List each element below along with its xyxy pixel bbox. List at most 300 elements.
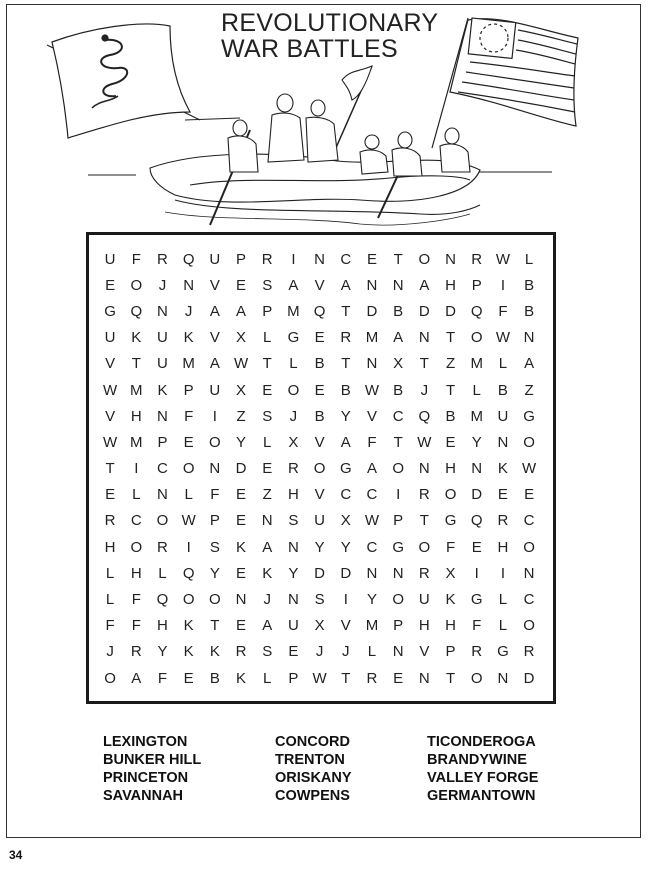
grid-letter[interactable]: V bbox=[314, 486, 325, 504]
grid-letter[interactable]: G bbox=[104, 302, 116, 320]
grid-letter[interactable]: H bbox=[104, 538, 116, 556]
grid-letter[interactable]: X bbox=[288, 433, 299, 451]
grid-letter[interactable]: C bbox=[523, 591, 535, 609]
grid-letter[interactable]: R bbox=[418, 486, 430, 504]
word-list-column-2 bbox=[275, 733, 352, 805]
grid-letter[interactable]: Q bbox=[130, 302, 143, 320]
grid-letter[interactable]: G bbox=[444, 512, 457, 530]
grid-letter[interactable]: R bbox=[235, 643, 247, 661]
grid-letter[interactable]: O bbox=[287, 381, 300, 399]
grid-letter[interactable]: V bbox=[340, 617, 351, 635]
grid-letter[interactable]: B bbox=[524, 302, 535, 320]
grid-letter[interactable]: Q bbox=[182, 250, 195, 268]
grid-letter[interactable]: L bbox=[472, 381, 481, 399]
grid-letter[interactable]: O bbox=[392, 591, 404, 609]
grid-letter[interactable]: B bbox=[209, 669, 220, 687]
grid-letter[interactable]: V bbox=[314, 276, 325, 294]
grid-letter[interactable]: A bbox=[209, 355, 220, 373]
grid-letter[interactable]: C bbox=[523, 512, 535, 530]
grid-letter[interactable]: O bbox=[130, 538, 143, 556]
grid-letter[interactable]: E bbox=[105, 486, 116, 504]
grid-letter[interactable]: Y bbox=[236, 433, 247, 451]
grid-letter[interactable]: O bbox=[392, 460, 404, 478]
grid-letter[interactable]: W bbox=[181, 512, 196, 530]
grid-letter[interactable]: T bbox=[393, 433, 403, 451]
grid-letter[interactable]: L bbox=[498, 591, 508, 609]
grid-letter[interactable]: W bbox=[233, 355, 249, 373]
grid-letter[interactable]: F bbox=[367, 433, 377, 451]
grid-letter[interactable]: I bbox=[212, 407, 217, 425]
grid-letter[interactable]: L bbox=[498, 617, 508, 635]
grid-letter[interactable]: H bbox=[157, 617, 168, 635]
grid-letter[interactable]: H bbox=[130, 407, 142, 425]
grid-letter[interactable]: O bbox=[444, 486, 457, 504]
grid-letter[interactable]: N bbox=[392, 564, 404, 582]
grid-letter[interactable]: M bbox=[287, 302, 300, 320]
grid-letter[interactable]: R bbox=[471, 643, 483, 661]
grid-letter[interactable]: P bbox=[183, 381, 194, 399]
grid-letter[interactable]: C bbox=[366, 486, 378, 504]
grid-letter[interactable]: N bbox=[157, 302, 168, 320]
grid-letter[interactable]: T bbox=[419, 355, 429, 373]
grid-letter[interactable]: Y bbox=[366, 591, 377, 609]
grid-letter[interactable]: V bbox=[105, 355, 116, 373]
grid-letter[interactable]: L bbox=[158, 564, 167, 582]
grid-letter[interactable]: X bbox=[340, 512, 351, 530]
grid-letter[interactable]: Z bbox=[445, 355, 456, 373]
grid-letter[interactable]: N bbox=[418, 460, 430, 478]
grid-letter[interactable]: Y bbox=[314, 538, 325, 556]
grid-letter[interactable]: A bbox=[236, 302, 247, 320]
grid-letter[interactable]: W bbox=[364, 512, 380, 530]
grid-letter[interactable]: D bbox=[366, 302, 378, 320]
grid-letter[interactable]: G bbox=[392, 538, 404, 556]
grid-letter[interactable]: J bbox=[420, 381, 429, 399]
grid-letter[interactable]: C bbox=[157, 460, 168, 478]
grid-letter[interactable]: A bbox=[393, 329, 404, 347]
grid-letter[interactable]: E bbox=[105, 276, 116, 294]
grid-row bbox=[97, 560, 543, 586]
grid-letter[interactable]: K bbox=[236, 538, 247, 556]
grid-letter[interactable]: S bbox=[262, 643, 273, 661]
grid-letter[interactable]: C bbox=[340, 250, 352, 268]
grid-letter[interactable]: E bbox=[366, 250, 377, 268]
grid-letter[interactable]: F bbox=[105, 617, 115, 635]
grid-row bbox=[97, 403, 543, 429]
grid-letter[interactable]: U bbox=[418, 591, 430, 609]
grid-letter[interactable]: O bbox=[523, 538, 535, 556]
grid-letter[interactable]: O bbox=[313, 460, 326, 478]
grid-letter[interactable]: U bbox=[314, 512, 326, 530]
grid-letter[interactable]: F bbox=[498, 302, 508, 320]
grid-letter[interactable]: T bbox=[341, 302, 351, 320]
grid-letter[interactable]: C bbox=[130, 512, 142, 530]
grid-letter[interactable]: V bbox=[105, 407, 116, 425]
grid-letter[interactable]: T bbox=[393, 250, 403, 268]
grid-letter[interactable]: B bbox=[340, 381, 351, 399]
grid-letter[interactable]: Y bbox=[288, 564, 299, 582]
grid-letter[interactable]: P bbox=[445, 643, 456, 661]
grid-letter[interactable]: I bbox=[500, 276, 505, 294]
grid-letter[interactable]: U bbox=[157, 355, 168, 373]
grid-letter[interactable]: R bbox=[261, 250, 273, 268]
grid-letter[interactable]: R bbox=[287, 460, 299, 478]
grid-letter[interactable]: M bbox=[130, 381, 143, 399]
grid-letter[interactable]: A bbox=[131, 669, 142, 687]
grid-letter[interactable]: N bbox=[418, 329, 430, 347]
grid-letter[interactable]: G bbox=[287, 329, 300, 347]
grid-letter[interactable]: W bbox=[364, 381, 380, 399]
grid-letter[interactable]: A bbox=[288, 276, 299, 294]
grid-letter[interactable]: G bbox=[470, 591, 483, 609]
grid-letter[interactable]: E bbox=[236, 486, 247, 504]
grid-letter[interactable]: K bbox=[131, 329, 142, 347]
grid-letter[interactable]: G bbox=[497, 643, 509, 661]
grid-letter[interactable]: M bbox=[470, 407, 483, 425]
grid-letter[interactable]: B bbox=[445, 407, 456, 425]
grid-letter[interactable]: X bbox=[236, 381, 247, 399]
grid-letter[interactable]: R bbox=[104, 512, 116, 530]
grid-letter[interactable]: L bbox=[132, 486, 141, 504]
grid-letter[interactable]: K bbox=[183, 617, 194, 635]
word-lexington: LEXINGTON bbox=[103, 734, 188, 750]
grid-letter[interactable]: P bbox=[262, 302, 273, 320]
grid-letter[interactable]: K bbox=[183, 329, 194, 347]
grid-letter[interactable]: W bbox=[522, 460, 537, 478]
grid-letter[interactable]: E bbox=[288, 643, 299, 661]
grid-letter[interactable]: R bbox=[471, 250, 483, 268]
grid-letter[interactable]: K bbox=[497, 460, 508, 478]
grid-letter[interactable]: I bbox=[500, 564, 505, 582]
grid-letter[interactable]: P bbox=[209, 512, 220, 530]
grid-letter[interactable]: F bbox=[472, 617, 482, 635]
grid-letter[interactable]: F bbox=[210, 486, 220, 504]
grid-letter[interactable]: L bbox=[263, 669, 272, 687]
grid-letter[interactable]: A bbox=[340, 433, 351, 451]
grid-letter[interactable]: R bbox=[418, 564, 430, 582]
grid-letter[interactable]: C bbox=[340, 486, 352, 504]
grid-letter[interactable]: H bbox=[445, 617, 456, 635]
grid-letter[interactable]: W bbox=[417, 433, 432, 451]
grid-letter[interactable]: N bbox=[314, 250, 326, 268]
grid-letter[interactable]: O bbox=[418, 250, 431, 268]
grid-letter[interactable]: W bbox=[495, 329, 510, 347]
grid-letter[interactable]: P bbox=[471, 276, 482, 294]
grid-letter[interactable]: O bbox=[470, 669, 483, 687]
grid-letter[interactable]: K bbox=[236, 669, 247, 687]
grid-letter[interactable]: G bbox=[339, 460, 352, 478]
grid-row bbox=[97, 508, 543, 534]
grid-letter[interactable]: O bbox=[418, 538, 431, 556]
grid-letter[interactable]: U bbox=[497, 407, 509, 425]
grid-letter[interactable]: L bbox=[184, 486, 193, 504]
grid-letter[interactable]: O bbox=[209, 591, 221, 609]
grid-letter[interactable]: L bbox=[263, 433, 272, 451]
grid-letter[interactable]: V bbox=[209, 329, 220, 347]
grid-letter[interactable]: R bbox=[366, 669, 378, 687]
grid-letter[interactable]: N bbox=[366, 564, 378, 582]
grid-letter[interactable]: T bbox=[105, 460, 115, 478]
grid-letter[interactable]: S bbox=[262, 407, 273, 425]
grid-row bbox=[97, 586, 543, 612]
grid-letter[interactable]: N bbox=[418, 669, 430, 687]
grid-letter[interactable]: H bbox=[445, 460, 456, 478]
grid-letter[interactable]: N bbox=[445, 250, 456, 268]
grid-letter[interactable]: N bbox=[235, 591, 247, 609]
grid-letter[interactable]: W bbox=[103, 381, 118, 399]
grid-letter[interactable]: X bbox=[236, 329, 247, 347]
grid-letter[interactable]: N bbox=[366, 355, 378, 373]
grid-letter[interactable]: J bbox=[184, 302, 193, 320]
grid-letter[interactable]: A bbox=[419, 276, 430, 294]
grid-letter[interactable]: H bbox=[418, 617, 430, 635]
grid-letter[interactable]: W bbox=[103, 433, 118, 451]
grid-letter[interactable]: S bbox=[288, 512, 299, 530]
grid-letter[interactable]: P bbox=[288, 669, 299, 687]
grid-letter[interactable]: X bbox=[445, 564, 456, 582]
grid-letter[interactable]: L bbox=[367, 643, 377, 661]
grid-letter[interactable]: U bbox=[157, 329, 168, 347]
grid-letter[interactable]: O bbox=[130, 276, 143, 294]
word-bunker-hill: BUNKER HILL bbox=[103, 752, 202, 768]
grid-letter[interactable]: E bbox=[471, 538, 482, 556]
grid-letter[interactable]: R bbox=[523, 643, 535, 661]
grid-letter[interactable]: O bbox=[523, 433, 535, 451]
grid-letter[interactable]: S bbox=[262, 276, 273, 294]
grid-letter[interactable]: R bbox=[157, 538, 168, 556]
grid-letter[interactable]: B bbox=[393, 302, 404, 320]
grid-letter[interactable]: Z bbox=[262, 486, 272, 504]
grid-letter[interactable]: Q bbox=[313, 302, 326, 320]
grid-letter[interactable]: N bbox=[183, 276, 195, 294]
grid-letter[interactable]: A bbox=[340, 276, 351, 294]
grid-letter[interactable]: P bbox=[393, 617, 404, 635]
grid-letter[interactable]: H bbox=[497, 538, 509, 556]
grid-letter[interactable]: E bbox=[497, 486, 508, 504]
grid-letter[interactable]: N bbox=[497, 433, 509, 451]
grid-letter[interactable]: B bbox=[314, 407, 325, 425]
grid-letter[interactable]: R bbox=[497, 512, 509, 530]
grid-letter[interactable]: M bbox=[470, 355, 483, 373]
grid-letter[interactable]: O bbox=[182, 591, 195, 609]
grid-letter[interactable]: D bbox=[445, 302, 456, 320]
grid-letter[interactable]: K bbox=[157, 381, 168, 399]
grid-letter[interactable]: I bbox=[396, 486, 401, 504]
grid-letter[interactable]: M bbox=[182, 355, 195, 373]
grid-letter[interactable]: Q bbox=[470, 512, 483, 530]
grid-letter[interactable]: T bbox=[210, 617, 220, 635]
grid-letter[interactable]: Z bbox=[524, 381, 534, 399]
grid-letter[interactable]: E bbox=[393, 669, 404, 687]
grid-letter[interactable]: Y bbox=[157, 643, 168, 661]
grid-letter[interactable]: K bbox=[209, 643, 220, 661]
grid-letter[interactable]: Y bbox=[471, 433, 482, 451]
grid-letter[interactable]: L bbox=[263, 329, 272, 347]
grid-letter[interactable]: F bbox=[157, 669, 168, 687]
grid-letter[interactable]: O bbox=[523, 617, 535, 635]
grid-letter[interactable]: T bbox=[131, 355, 141, 373]
grid-letter[interactable]: T bbox=[341, 669, 351, 687]
grid-letter[interactable]: S bbox=[209, 538, 220, 556]
grid-letter[interactable]: A bbox=[366, 460, 377, 478]
grid-letter[interactable]: E bbox=[183, 433, 194, 451]
grid-letter[interactable]: E bbox=[236, 276, 247, 294]
grid-letter[interactable]: T bbox=[445, 381, 456, 399]
grid-letter[interactable]: U bbox=[287, 617, 299, 635]
grid-letter[interactable]: C bbox=[392, 407, 404, 425]
grid-letter[interactable]: U bbox=[104, 250, 116, 268]
grid-letter[interactable]: O bbox=[182, 460, 195, 478]
grid-letter[interactable]: F bbox=[445, 538, 456, 556]
grid-letter[interactable]: Y bbox=[340, 538, 351, 556]
grid-letter[interactable]: I bbox=[291, 250, 296, 268]
grid-letter[interactable]: E bbox=[314, 329, 325, 347]
grid-letter[interactable]: N bbox=[366, 276, 378, 294]
grid-letter[interactable]: N bbox=[287, 538, 299, 556]
grid-letter[interactable]: J bbox=[106, 643, 114, 661]
grid-letter[interactable]: O bbox=[470, 329, 483, 347]
grid-letter[interactable]: F bbox=[184, 407, 194, 425]
grid-letter[interactable]: A bbox=[262, 617, 273, 635]
grid-letter[interactable]: T bbox=[341, 355, 351, 373]
grid-letter[interactable]: K bbox=[183, 643, 194, 661]
grid-letter[interactable]: V bbox=[366, 407, 377, 425]
grid-letter[interactable]: B bbox=[393, 381, 404, 399]
grid-letter[interactable]: V bbox=[209, 276, 220, 294]
grid-letter[interactable]: E bbox=[314, 381, 325, 399]
grid-letter[interactable]: O bbox=[209, 433, 221, 451]
grid-letter[interactable]: I bbox=[343, 591, 348, 609]
grid-letter[interactable]: E bbox=[236, 512, 247, 530]
grid-letter[interactable]: H bbox=[445, 276, 456, 294]
word-list-column-1 bbox=[103, 733, 201, 805]
grid-letter[interactable]: U bbox=[104, 329, 116, 347]
grid-letter[interactable]: N bbox=[392, 643, 404, 661]
grid-letter[interactable]: T bbox=[262, 355, 272, 373]
grid-letter[interactable]: A bbox=[524, 355, 535, 373]
grid-letter[interactable]: I bbox=[186, 538, 191, 556]
grid-letter[interactable]: D bbox=[340, 564, 352, 582]
grid-letter[interactable]: M bbox=[365, 329, 379, 347]
grid-letter[interactable]: I bbox=[474, 564, 479, 582]
grid-letter[interactable]: R bbox=[157, 250, 168, 268]
grid-letter[interactable]: F bbox=[131, 617, 141, 635]
grid-letter[interactable]: N bbox=[497, 669, 509, 687]
grid-letter[interactable]: L bbox=[289, 355, 298, 373]
grid-letter[interactable]: E bbox=[236, 617, 247, 635]
grid-letter[interactable]: W bbox=[495, 250, 510, 268]
grid-letter[interactable]: V bbox=[419, 643, 430, 661]
grid-letter[interactable]: B bbox=[497, 381, 508, 399]
grid-letter[interactable]: D bbox=[235, 460, 247, 478]
grid-letter[interactable]: R bbox=[340, 329, 352, 347]
grid-letter[interactable]: J bbox=[289, 407, 298, 425]
grid-letter[interactable]: D bbox=[314, 564, 326, 582]
grid-letter[interactable]: L bbox=[105, 564, 115, 582]
grid-letter[interactable]: L bbox=[498, 355, 508, 373]
grid-letter[interactable]: Q bbox=[470, 302, 483, 320]
grid-letter[interactable]: G bbox=[523, 407, 535, 425]
grid-letter[interactable]: K bbox=[262, 564, 273, 582]
grid-letter[interactable]: Y bbox=[340, 407, 351, 425]
grid-letter[interactable]: X bbox=[393, 355, 404, 373]
grid-letter[interactable]: N bbox=[392, 276, 404, 294]
grid-letter[interactable]: T bbox=[445, 329, 456, 347]
grid-letter[interactable]: S bbox=[314, 591, 325, 609]
word-trenton: TRENTON bbox=[275, 752, 345, 768]
grid-letter[interactable]: Q bbox=[418, 407, 431, 425]
grid-letter[interactable]: P bbox=[157, 433, 168, 451]
grid-letter[interactable]: W bbox=[312, 669, 327, 687]
grid-letter[interactable]: R bbox=[130, 643, 142, 661]
grid-letter[interactable]: X bbox=[314, 617, 325, 635]
grid-letter[interactable]: H bbox=[287, 486, 299, 504]
grid-letter[interactable]: E bbox=[262, 460, 273, 478]
grid-letter[interactable]: A bbox=[209, 302, 220, 320]
grid-letter[interactable]: J bbox=[263, 591, 271, 609]
grid-letter[interactable]: J bbox=[342, 643, 350, 661]
grid-letter[interactable]: D bbox=[418, 302, 430, 320]
word-search-grid bbox=[97, 246, 543, 691]
grid-letter[interactable]: F bbox=[131, 250, 141, 268]
grid-letter[interactable]: T bbox=[445, 669, 456, 687]
grid-letter[interactable]: P bbox=[236, 250, 247, 268]
grid-letter[interactable]: V bbox=[314, 433, 325, 451]
grid-letter[interactable]: N bbox=[523, 329, 535, 347]
grid-letter[interactable]: P bbox=[393, 512, 404, 530]
grid-letter[interactable]: N bbox=[287, 591, 299, 609]
grid-letter[interactable]: D bbox=[471, 486, 483, 504]
grid-letter[interactable]: J bbox=[158, 276, 167, 294]
grid-letter[interactable]: M bbox=[365, 617, 379, 635]
grid-letter[interactable]: L bbox=[524, 250, 534, 268]
grid-letter[interactable]: L bbox=[105, 591, 115, 609]
grid-letter[interactable]: E bbox=[524, 486, 535, 504]
grid-letter[interactable]: M bbox=[130, 433, 143, 451]
grid-letter[interactable]: U bbox=[209, 250, 221, 268]
grid-letter[interactable]: N bbox=[209, 460, 221, 478]
grid-letter[interactable]: O bbox=[104, 669, 116, 687]
grid-letter[interactable]: H bbox=[130, 564, 142, 582]
grid-letter[interactable]: D bbox=[523, 669, 535, 687]
grid-letter[interactable]: T bbox=[419, 512, 429, 530]
grid-letter[interactable]: E bbox=[183, 669, 194, 687]
grid-letter[interactable]: E bbox=[236, 564, 247, 582]
grid-letter[interactable]: B bbox=[524, 276, 535, 294]
grid-letter[interactable]: F bbox=[131, 591, 141, 609]
grid-letter[interactable]: I bbox=[134, 460, 139, 478]
grid-letter[interactable]: Q bbox=[156, 591, 169, 609]
grid-letter[interactable]: N bbox=[523, 564, 535, 582]
grid-letter[interactable]: O bbox=[156, 512, 169, 530]
grid-letter[interactable]: N bbox=[471, 460, 483, 478]
grid-letter[interactable]: C bbox=[366, 538, 378, 556]
grid-letter[interactable]: Z bbox=[236, 407, 246, 425]
grid-letter[interactable]: Y bbox=[209, 564, 220, 582]
grid-letter[interactable]: K bbox=[445, 591, 456, 609]
grid-row bbox=[97, 456, 543, 482]
grid-letter[interactable]: U bbox=[209, 381, 221, 399]
grid-letter[interactable]: E bbox=[445, 433, 456, 451]
grid-letter[interactable]: N bbox=[261, 512, 273, 530]
grid-letter[interactable]: B bbox=[314, 355, 325, 373]
grid-letter[interactable]: N bbox=[157, 486, 168, 504]
grid-letter[interactable]: E bbox=[262, 381, 273, 399]
grid-letter[interactable]: A bbox=[262, 538, 273, 556]
grid-letter[interactable]: Q bbox=[182, 564, 195, 582]
grid-letter[interactable]: J bbox=[315, 643, 324, 661]
grid-letter[interactable]: N bbox=[157, 407, 168, 425]
